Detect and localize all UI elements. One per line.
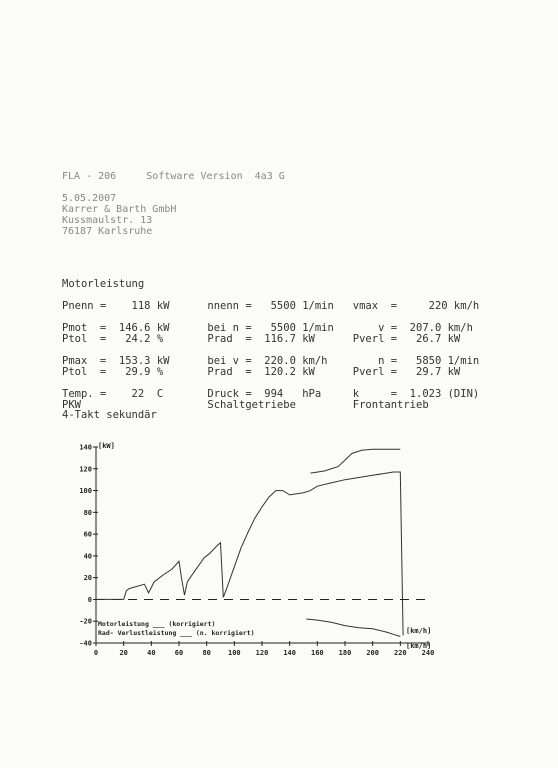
report-row: Pnenn = 118 kW nnenn = 5500 1/min vmax = 220 km/h <box>62 300 480 312</box>
header-line: FLA - 206 Software Version 4a3 G <box>62 171 285 182</box>
report-row: Pmax = 153.3 kW bei v = 220.0 km/h n = 5850 1/min <box>62 355 480 367</box>
y-tick-label: -20 <box>79 617 92 626</box>
x-tick-label: 0 <box>93 649 99 657</box>
y-tick-label: 120 <box>79 465 92 474</box>
power-chart <box>58 436 448 658</box>
report-row: PKW Schaltgetriebe Frontantrieb <box>62 399 429 411</box>
x-tick-label: 60 <box>174 649 184 657</box>
report-row: Pmot = 146.6 kW bei n = 5500 1/min v = 207.0 km/h <box>62 322 473 334</box>
x-tick-label: 220 <box>394 649 407 657</box>
legend-line-2: Rad- Verlustleistung ___ (n. korrigiert) <box>98 629 255 637</box>
x-axis-label-upper: [km/h] <box>406 627 432 635</box>
company-name: Karrer & Barth GmbH <box>62 204 177 215</box>
y-tick-label: 80 <box>83 508 92 517</box>
chart-series <box>96 449 403 636</box>
y-tick-label: 40 <box>83 552 92 561</box>
x-tick-label: 100 <box>228 649 241 657</box>
company-street: Kussmaulstr. 13 <box>62 215 153 226</box>
y-tick-label: 100 <box>79 487 92 496</box>
report-date: 5.05.2007 <box>62 193 117 204</box>
y-tick-label: 20 <box>83 574 92 583</box>
report-row: Ptol = 24.2 % Prad = 116.7 kW Pverl = 26.7 kW <box>62 333 461 345</box>
report-row: Temp. = 22 C Druck = 994 hPa k = 1.023 (DIN) <box>62 388 480 400</box>
y-tick-label: 140 <box>79 443 92 452</box>
chart-grid <box>96 447 428 643</box>
series-line-rad-verlustleistung <box>306 619 400 637</box>
report-title: Motorleistung <box>62 278 145 290</box>
x-tick-label: 120 <box>255 649 269 657</box>
legend-line-1: Motorleistung ___ (korrigiert) <box>98 620 216 628</box>
x-tick-label: 80 <box>202 649 211 657</box>
x-tick-label: 180 <box>338 649 352 657</box>
series-line-radleistung <box>96 472 403 635</box>
y-tick-label: 60 <box>83 530 92 539</box>
x-tick-label: 140 <box>283 649 296 657</box>
x-tick-label: 40 <box>147 649 156 657</box>
x-tick-label: 240 <box>421 649 435 657</box>
report-row: 4-Takt sekundär <box>62 409 157 421</box>
x-tick-label: 20 <box>119 649 128 657</box>
y-tick-label: 0 <box>87 595 92 604</box>
series-line-motorleistung <box>310 449 400 473</box>
x-axis-label-lower: [km/h] <box>406 642 432 650</box>
report-row: Ptol = 29.9 % Prad = 120.2 kW Pverl = 29.7 kW <box>62 366 461 378</box>
y-axis-label: [kW] <box>98 442 115 450</box>
x-tick-label: 200 <box>366 649 379 657</box>
x-tick-label: 160 <box>311 649 324 657</box>
y-tick-label: -40 <box>79 639 92 648</box>
company-city: 76187 Karlsruhe <box>62 226 153 237</box>
